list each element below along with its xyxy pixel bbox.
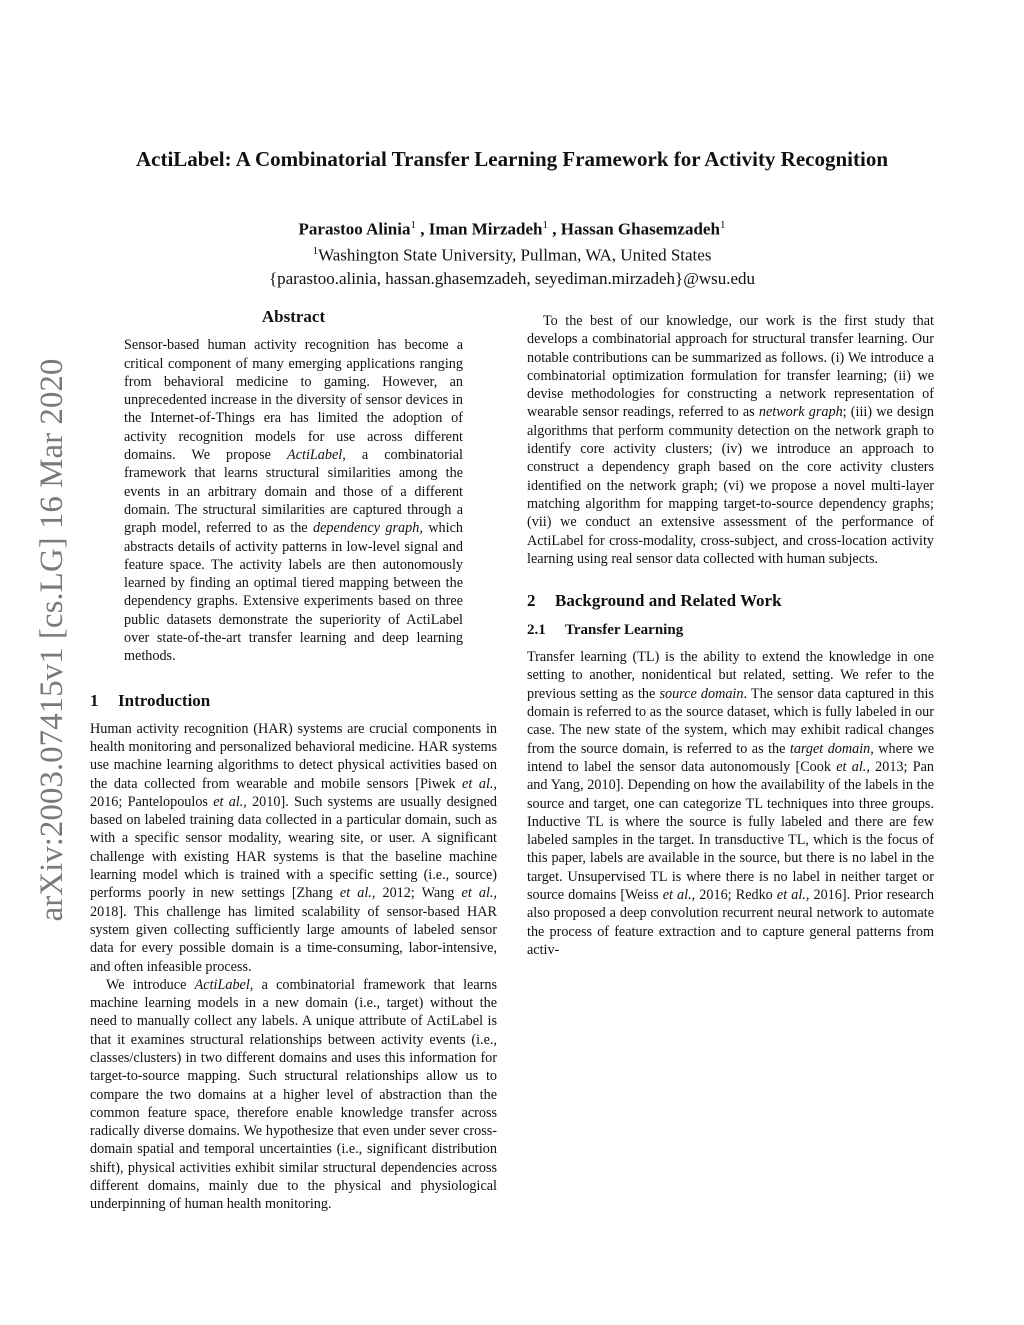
right-column (527, 312, 934, 959)
author-affiliation-mark: 1 (719, 219, 726, 231)
affiliation-line (120, 240, 904, 267)
background-paragraph: Transfer learning (TL) is the ability to extend the knowledge in one setting to another, nonidentical but related, setting. We refer to the previous setting as the source domain. The sensor data captured in this domain is referred to as the source dataset, which is fully labeled in our case. The new state of the system, which may exhibit radical changes from the source domain, is referred to as the target domain, where we intend to label the sensor data autonomously [Cook et al., 2013; Pan and Yang, 2010]. Depending on how the availability of the labels in the source and target, one can categorize TL techniques into three groups. Inductive TL is where the source is fully labeled and there are few labeled samples in the target. In transductive TL, which is the focus of this paper, labels are available in the source, but there is no label in the target. Unsupervised TL is where there is no label in neither target or source domains [Weiss et al., 2016; Redko et al., 2016]. Prior research also proposed a deep convolution recurrent neural network to automate the process of feature extraction and to capture general patterns from activ- (527, 649, 934, 958)
intro-paragraph: We introduce ActiLabel, a combinatorial framework that learns machine learning models in a new domain (i.e., target) without the need to manually collect any labels. A unique attribute of ActiLabel is that it examines structural relationships between activity events (i.e., classes/clusters) in two different domains and uses this information for target-to-source mapping. Such structural relationships allow us to compare the two domains at a higher level of abstraction than the common feature space, therefore enable knowledge transfer across radically diverse domains. We hypothesize that even under sever cross-domain spatial and temporal uncertainties (i.e., significant distribution shift), physical activities exhibit similar structural dependencies across different domains, mainly due to the physical and physiological underpinning of human health monitoring. (90, 976, 497, 1213)
author-list (120, 214, 904, 241)
author-emails: {parastoo.alinia, hassan.ghasemzadeh, seyediman.mirzadeh}@wsu.edu (268, 268, 756, 288)
author-affiliation-mark: 1 (410, 219, 416, 231)
intro-paragraph: To the best of our knowledge, our work is the first study that develops a combinatorial approach for structural transfer learning. Our notable contributions can be summarized as follows. (i) We introduce a combinatorial optimization formulation for transfer learning; (ii) we devise methodologies for constructing a network representation of wearable sensor readings, referred to as network graph; (iii) we design algorithms that perform community detection on the network graph to identify core activity clusters; (iv) we introduce an approach to construct a dependency graph based on the core activity clusters identified on the network graph; (vi) we propose a novel multi-layer matching algorithm for mapping target-to-source dependency graphs; (vii) we conduct an extensive assessment of the performance of ActiLabel for cross-modality, cross-subject, and cross-location activity learning using real sensor data collected with human subjects. (527, 313, 935, 567)
affiliation-block (120, 240, 904, 290)
section-heading-introduction: 1 Introduction (90, 690, 211, 710)
author-separator: , (548, 219, 561, 239)
author-affiliation-mark: 1 (542, 219, 549, 231)
affiliation-mark: 1 (312, 245, 319, 257)
author-name: Iman Mirzadeh (428, 219, 543, 239)
arxiv-identifier: arXiv:2003.07415v1 [cs.LG] 16 Mar 2020 (34, 358, 70, 922)
paper-title: ActiLabel: A Combinatorial Transfer Learning Framework for Activity Recognition (135, 147, 889, 171)
author-name: Parastoo Alinia (298, 219, 411, 239)
author-name: Hassan Ghasemzadeh (560, 219, 720, 239)
affiliation: Washington State University, Pullman, WA, United States (318, 245, 712, 265)
intro-paragraph: Human activity recognition (HAR) systems are crucial components in health monitoring and personalized behavioral medicine. HAR systems use machine learning algorithms to detect physical activities based on the data collected from wearable and mobile sensors [Piwek et al., 2016; Pantelopoulos et al., 2010]. Such systems are usually designed based on labeled training data collected in a particular domain, such as with a specific sensor modality, wearing site, or user. A significant challenge with existing HAR systems is that the baseline machine learning model which is trained with a specific setting (i.e., source) performs poorly in new settings [Zhang et al., 2012; Wang et al., 2018]. This challenge has limited scalability of sensor-based HAR system given collecting sufficiently large amounts of labeled sensor data for every possible domain is a time-consuming, labor-intensive, and often infeasible process. (90, 720, 498, 975)
abstract-text: Sensor-based human activity recognition has become a critical component of many emerging applications ranging from behavioral medicine to gaming. However, an unprecedented increase in the diversity of sensor devices in the Internet-of-Things era has limited the adoption of activity recognition models for use across different domains. We propose ActiLabel, a combinatorial framework that learns structural similarities among the events in an arbitrary domain and those of a different domain. The structural similarities are captured through a graph model, referred to as the dependency graph, which abstracts details of activity patterns in low-level signal and feature space. The activity labels are then autonomously learned by finding an optimal tiered mapping between the dependency graphs. Extensive experiments based on three public datasets demonstrate the superiority of ActiLabel over state-of-the-art transfer learning and deep learning methods. (124, 337, 463, 665)
subsection-heading-transfer-learning: 2.1 Transfer Learning (527, 622, 684, 639)
left-column (90, 308, 497, 1214)
author-separator: , (415, 219, 429, 239)
section-heading-background: 2 Background and Related Work (527, 591, 782, 611)
abstract-heading: Abstract (261, 307, 326, 326)
